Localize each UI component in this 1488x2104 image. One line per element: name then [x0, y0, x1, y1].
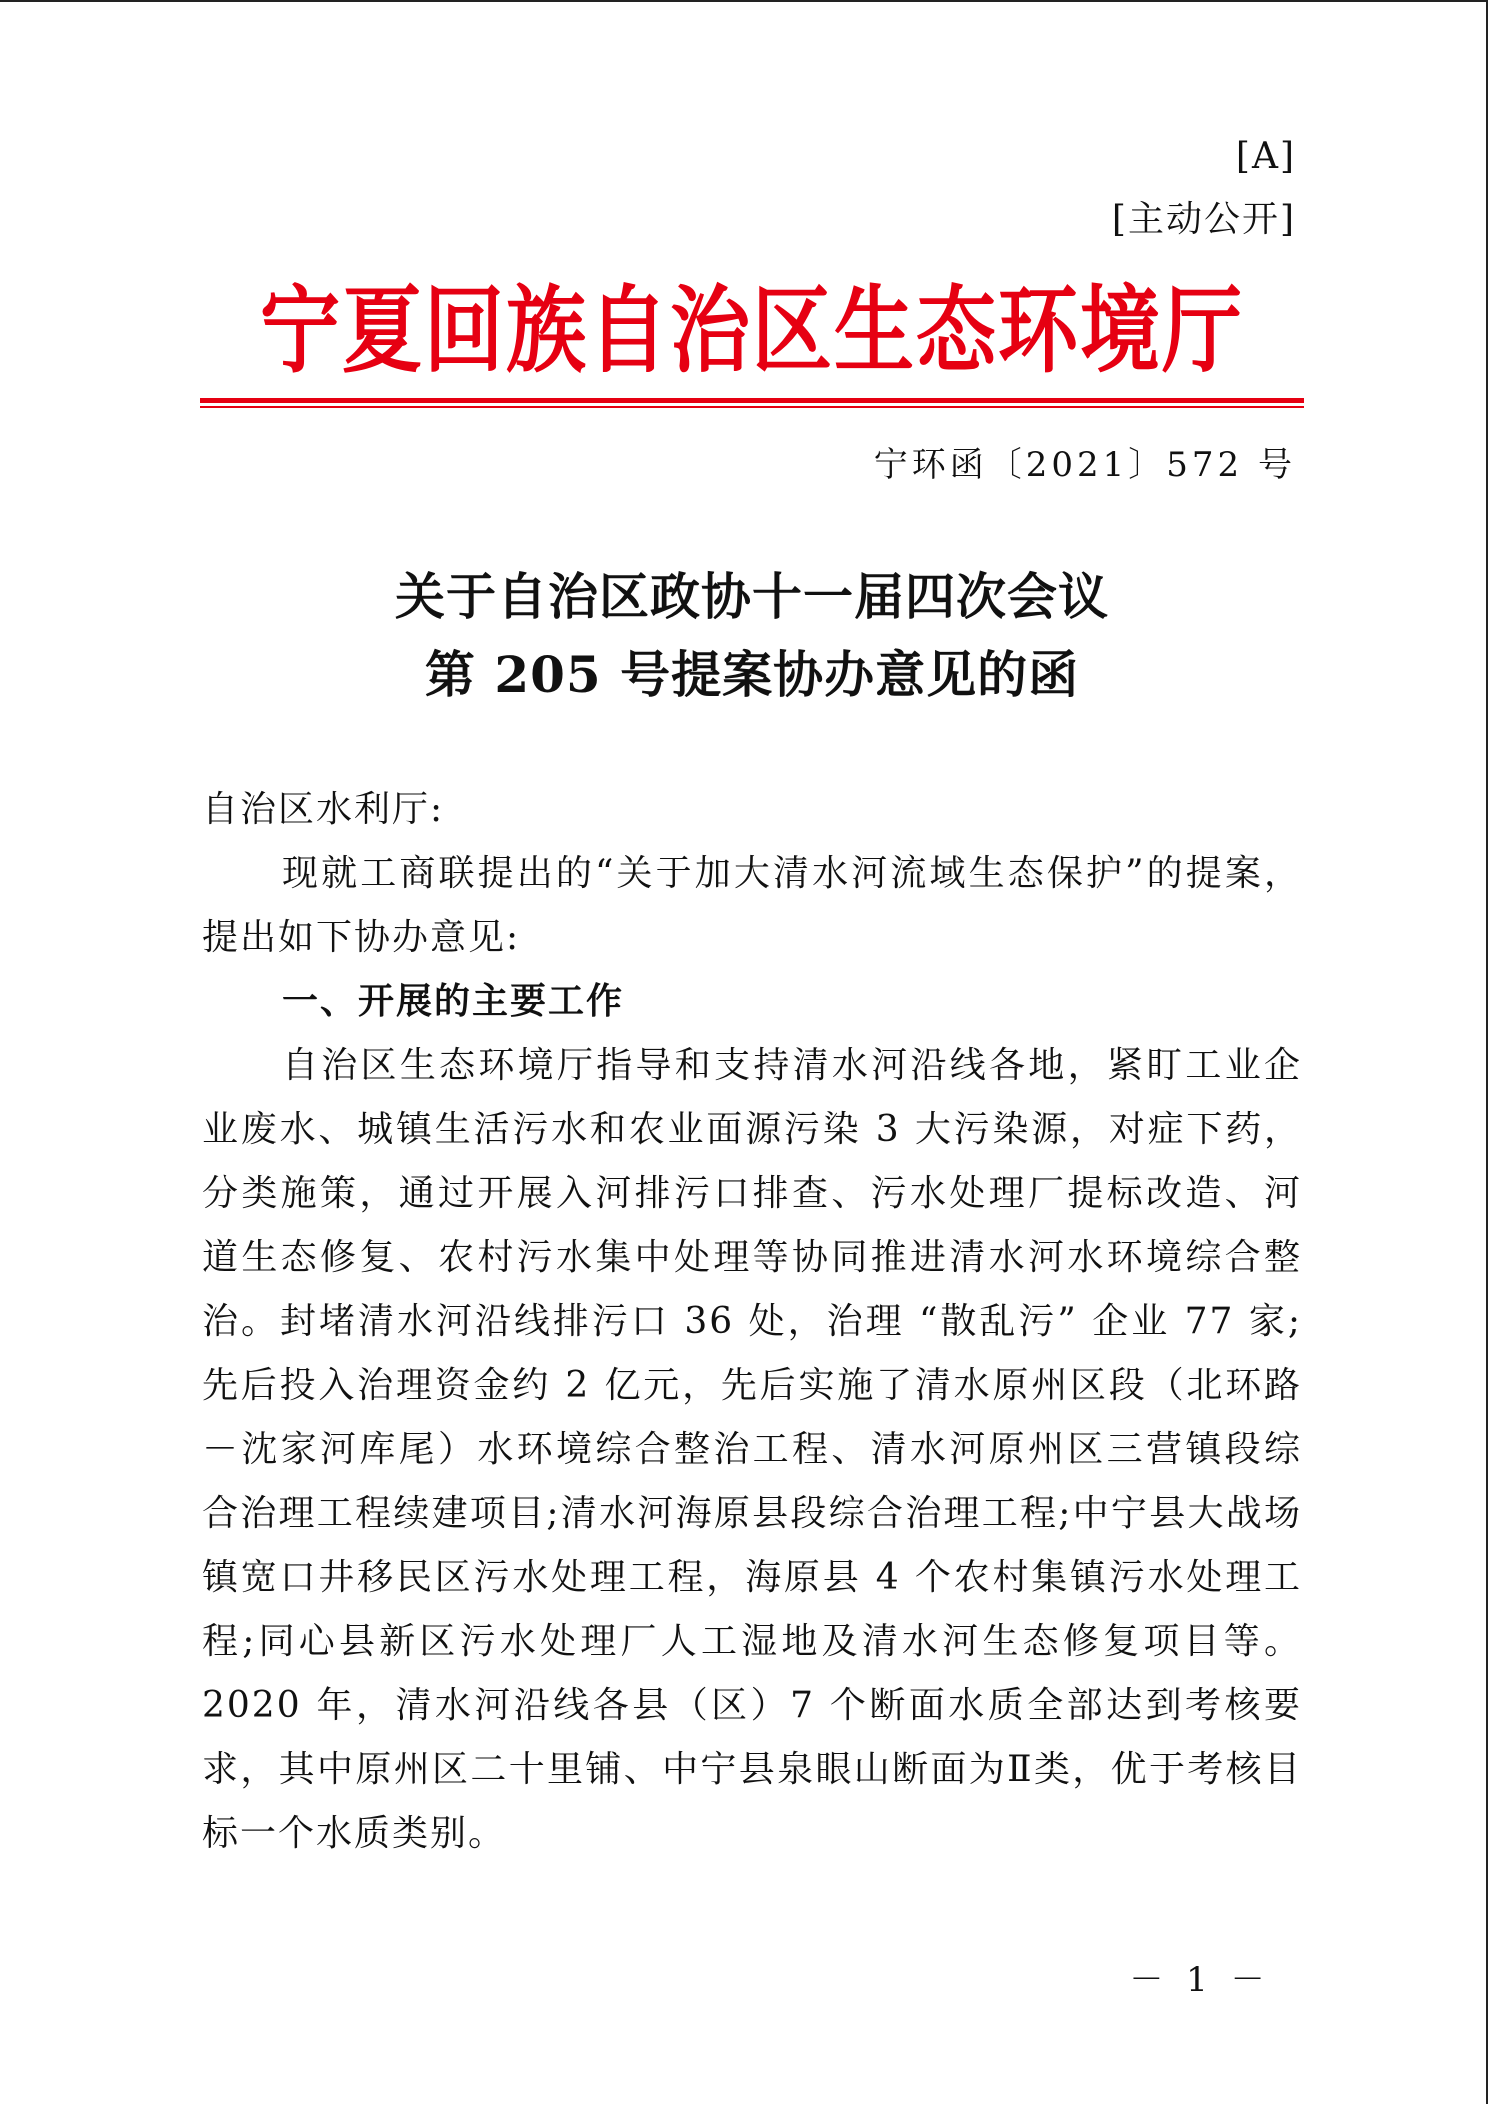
section-heading: 一、开展的主要工作 — [282, 981, 625, 1022]
document-number: 宁环函〔2021〕572 号 — [873, 445, 1296, 485]
intro-paragraph: 现就工商联提出的“关于加大清水河流域生态保护”的提案，提出如下协办意见: — [202, 853, 1302, 958]
document-title-line-1: 关于自治区政协十一届四次会议 — [395, 567, 1109, 626]
disclosure-status: [主动公开] — [1111, 199, 1296, 240]
body-paragraph: 自治区生态环境厅指导和支持清水河沿线各地，紧盯工业企业废水、城镇生活污水和农业面源污染 3 大污染源，对症下药，分类施策，通过开展入河排污口排查、污水处理厂提标改造、河道生态修复、农村污水集中处理等协同推进清水河水环境综合整治。封堵清水河沿线排污口 36 处，治理 “散乱污” 企业 77 家;先后投入治理资金约 2 亿元，先后实施了清水原州区段（北环路－沈家河库尾）水环境综合整治工程、清水河原州区三营镇段综合治理工程续建项目;清水河海原县段综合治理工程;中宁县大战场镇宽口井移民区污水处理工程，海原县 4 个农村集镇污水处理工程;同心县新区污水处理厂人工湿地及清水河生态修复项目等。2020 年，清水河沿线各县（区）7 个断面水质全部达到考核要求，其中原州区二十里铺、中宁县泉眼山断面为Ⅱ类，优于考核目标一个水质类别。 — [202, 1045, 1302, 1854]
red-separator-line — [200, 398, 1304, 403]
salutation: 自治区水利厅: — [202, 789, 445, 830]
red-separator-line-thin — [200, 406, 1304, 408]
page-number: － 1 － — [1129, 1960, 1271, 2000]
security-level: [A] — [1235, 136, 1296, 177]
document-title-line-2: 第 205 号提案协办意见的函 — [424, 645, 1080, 704]
issuing-organization-header: 宁夏回族自治区生态环境厅 — [260, 275, 1244, 386]
